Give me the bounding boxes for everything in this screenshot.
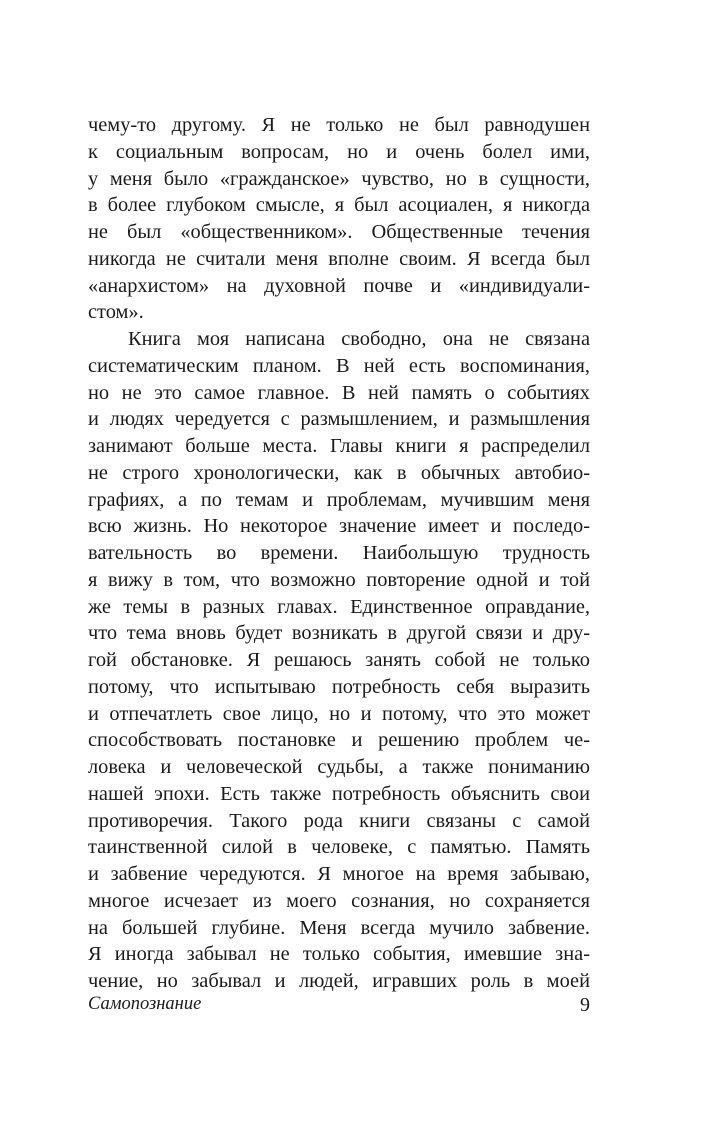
text-line: же темы в разных главах. Единственное оправдание, (88, 595, 590, 618)
text-line: таинственной силой в человеке, с памятью. Память (88, 836, 590, 859)
text-line: к социальным вопросам, но и очень болел ими, (88, 140, 590, 163)
text-line: противоречия. Такого рода книги связаны с самой (88, 809, 590, 832)
text-line: и людях чередуется с размышлением, и размышления (88, 408, 590, 431)
text-line: чение, но забывал и людей, игравших роль в моей (88, 970, 590, 992)
text-line: никогда не считали меня вполне своим. Я всегда был (88, 247, 590, 270)
text-line: вательность во времени. Наибольшую трудность (88, 542, 590, 564)
running-footer-title: Самопознание (88, 994, 202, 1014)
text-line: графиях, а по темам и проблемам, мучившим меня (88, 488, 590, 511)
text-line: всю жизнь. Но некоторое значение имеет и последо- (88, 515, 590, 538)
text-line: в более глубоком смысле, я был асоциален, я никогда (88, 194, 590, 217)
text-line: «анархистом» на духовной почве и «индивидуали- (88, 274, 590, 297)
text-line: и забвение чередуются. Я многое на время забываю, (88, 863, 590, 885)
text-line: и отпечатлеть свое лицо, но и потому, что это может (88, 702, 590, 725)
text-line: что тема вновь будет возникать в другой связи и дру- (88, 622, 590, 645)
text-line: Я иногда забывал не только события, имевшие зна- (88, 943, 590, 966)
text-line: гой обстановке. Я решаюсь занять собой не только (88, 649, 590, 671)
text-line: способствовать постановке и решению проблем че- (88, 729, 590, 752)
text-line: не строго хронологически, как в обычных автобио- (88, 461, 590, 484)
text-line: систематическим планом. В ней есть воспоминания, (88, 354, 590, 377)
text-line: ловека и человеческой судьбы, а также пониманию (88, 756, 590, 778)
text-line: занимают больше места. Главы книги я распределил (88, 435, 590, 457)
text-line: не был «общественником». Общественные течения (88, 221, 590, 243)
text-line: я вижу в том, что возможно повторение одной и той (88, 568, 590, 591)
text-line: у меня было «гражданское» чувство, но в сущности, (88, 167, 590, 190)
body-text (88, 112, 590, 995)
text-line: на большей глубине. Меня всегда мучило забвение. (88, 916, 590, 939)
paragraph-start-line: Книга моя написана свободно, она не связана (128, 328, 590, 350)
text-line: но не это самое главное. В ней память о событиях (88, 381, 590, 404)
text-line: многое исчезает из моего сознания, но сохраняется (88, 889, 590, 912)
page-number: 9 (580, 994, 590, 1016)
text-line: стом». (88, 301, 144, 324)
text-line: чему-то другому. Я не только не был равнодушен (88, 114, 590, 136)
page-footer (88, 994, 590, 1022)
text-line: потому, что испытываю потребность себя выразить (88, 675, 590, 698)
text-line: нашей эпохи. Есть также потребность объяснить свои (88, 782, 590, 805)
